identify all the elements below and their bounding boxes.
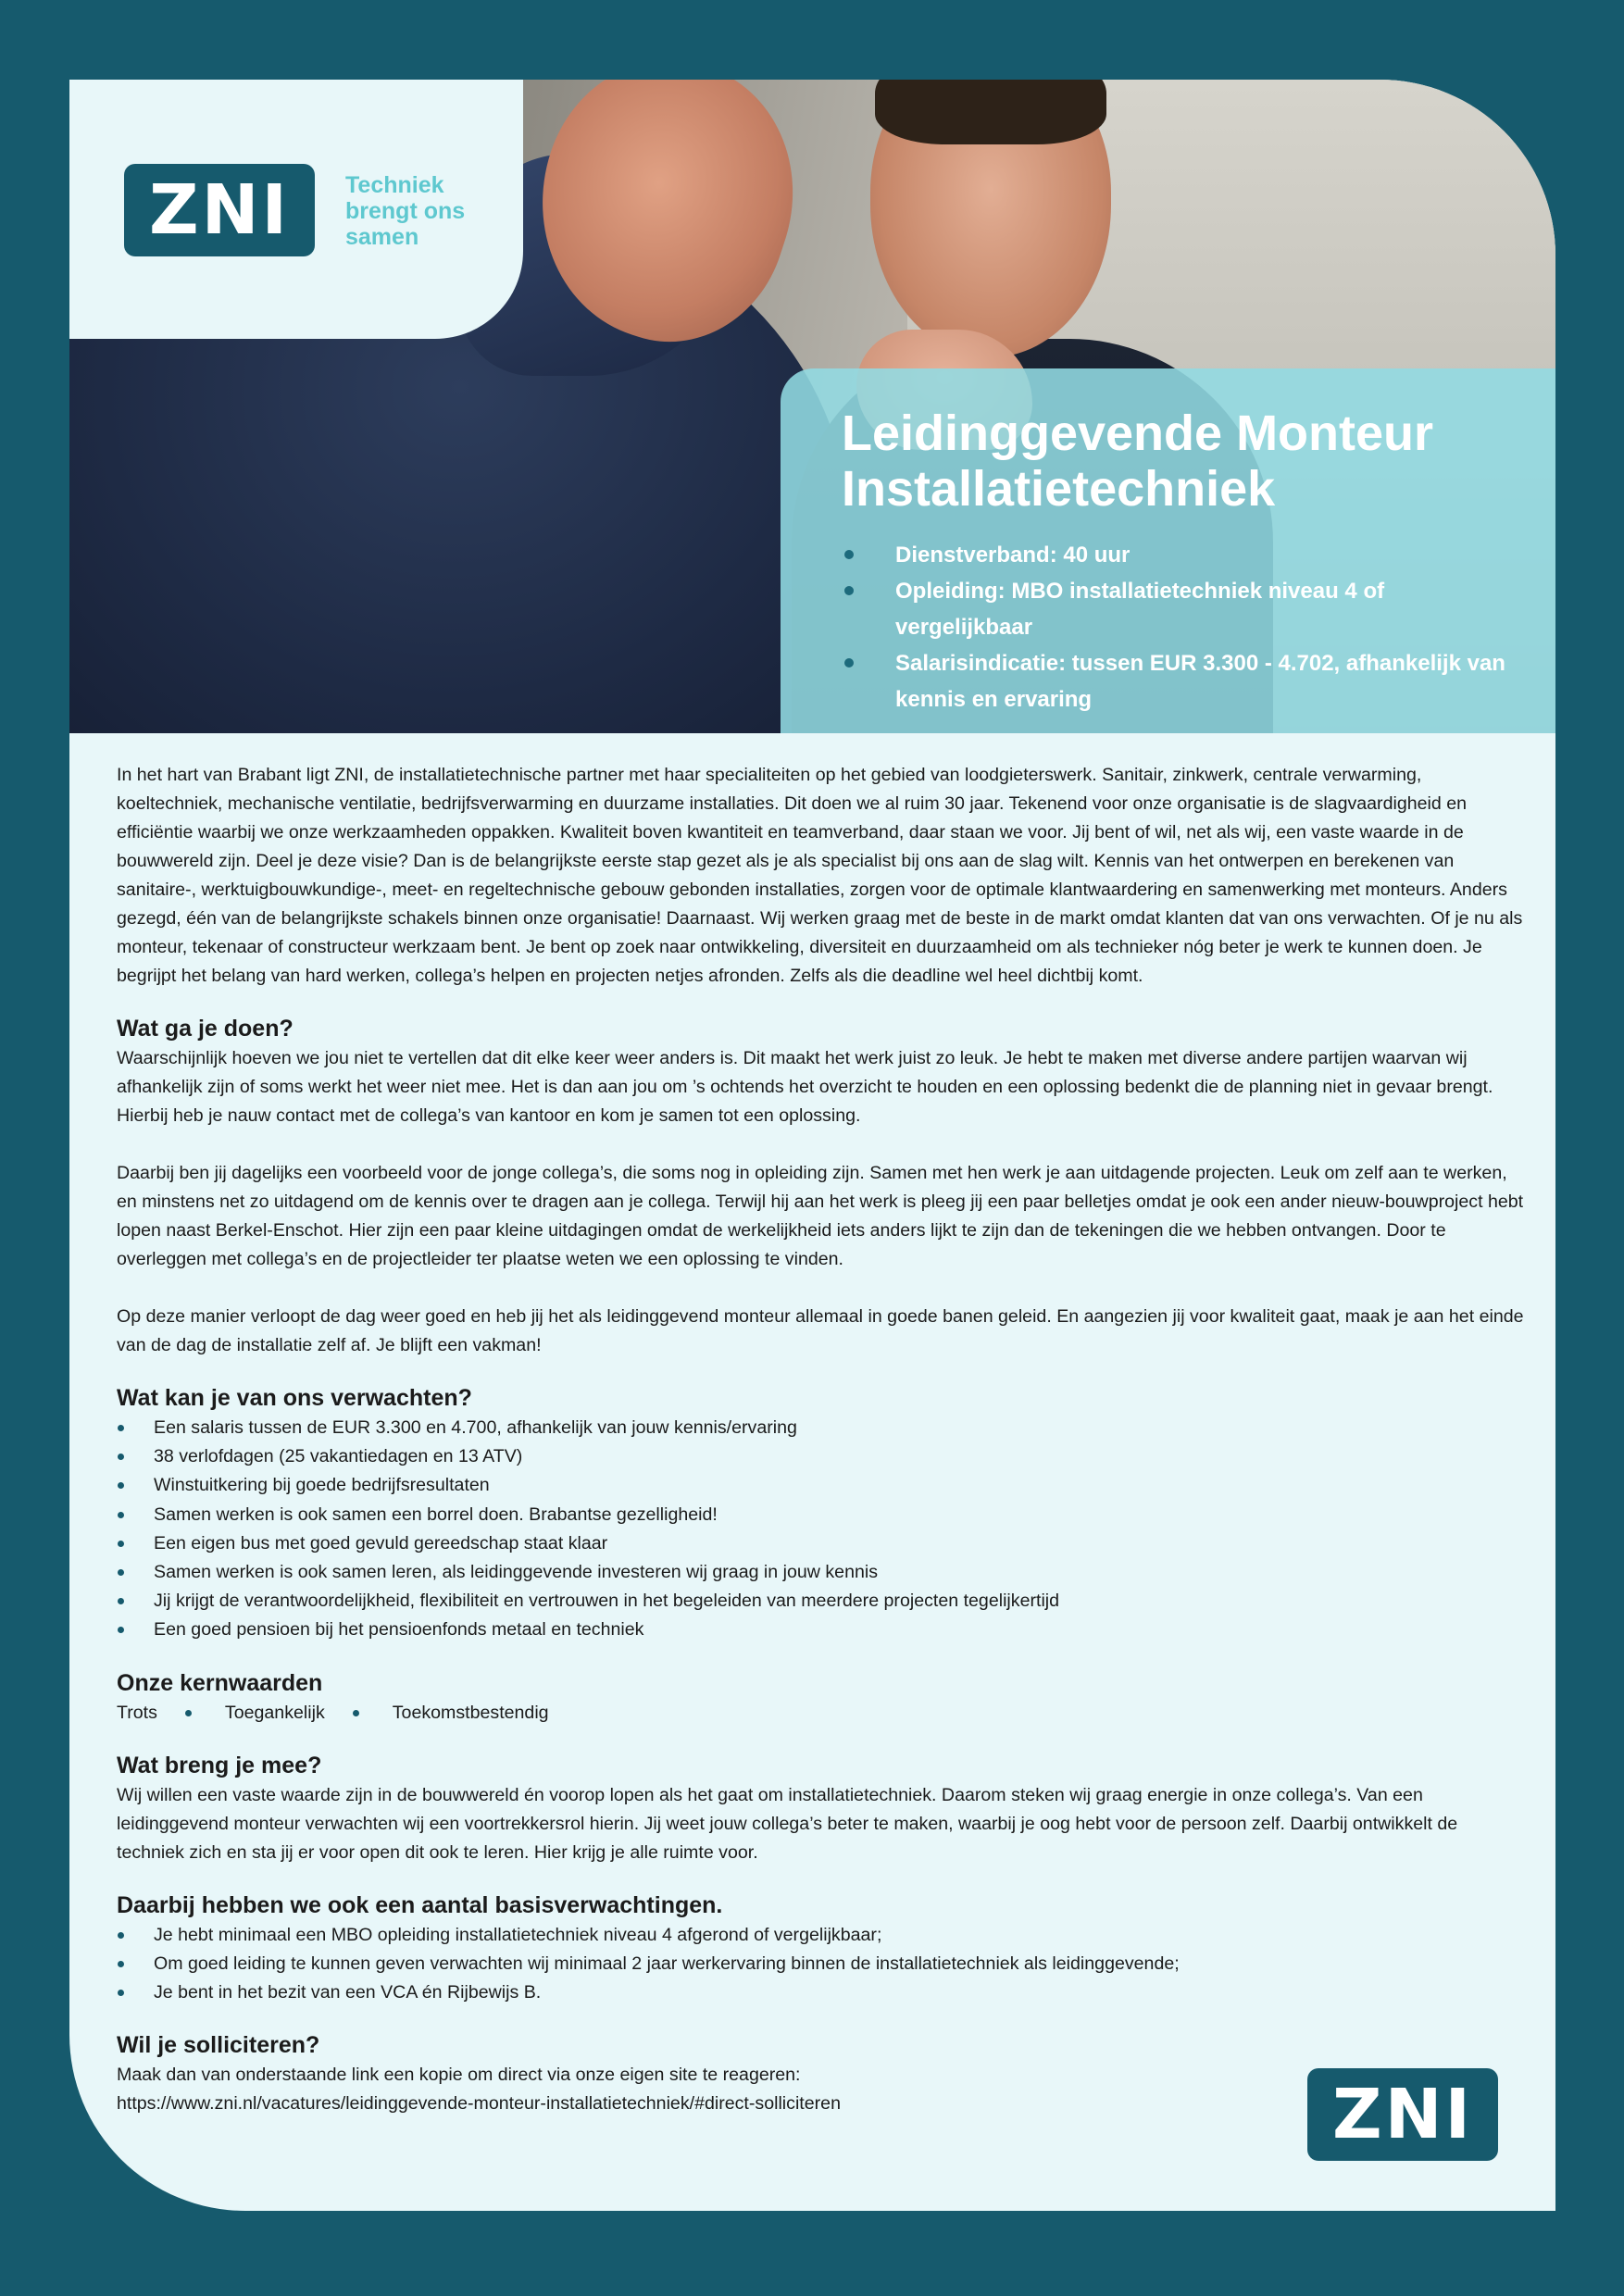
list-item: Jij krijgt de verantwoordelijkheid, flexibiliteit en vertrouwen in het begeleiden van meerdere projecten tegelijkertijd (117, 1587, 1524, 1616)
list-item: Je bent in het bezit van een VCA én Rijbewijs B. (117, 1978, 1524, 2007)
apply-heading: Wil je solliciteren? (117, 2032, 320, 2059)
bring-heading: Wat breng je mee? (117, 1752, 322, 1778)
section-bring (117, 1750, 1524, 1867)
value-item: Toegankelijk (224, 1702, 325, 1723)
doing-paragraph-3: Op deze manier verloopt de dag weer goed en heb jij het als leidinggevend monteur allemaal in goede banen geleid. En aangezien jij voor kwaliteit gaat, maak je aan het einde van de dag de installatie zelf af. Je blijft een vakman! (117, 1306, 1524, 1355)
list-item: Winstuitkering bij goede bedrijfsresultaten (117, 1471, 1524, 1500)
list-item: Een salaris tussen de EUR 3.300 en 4.700, afhankelijk van jouw kennis/ervaring (117, 1414, 1524, 1442)
fact-salary: Salarisindicatie: tussen EUR 3.300 - 4.702, afhankelijk van kennis en ervaring (842, 645, 1527, 718)
section-values (117, 1667, 1524, 1728)
values-heading: Onze kernwaarden (117, 1669, 323, 1696)
bring-paragraph: Wij willen een vaste waarde zijn in de bouwwereld én voorop lopen als het gaat om installatietechniek. Daarom steken wij graag energie in onze collega’s. Van een leidinggevend monteur verwachten wij een voortrekkersrol hierin. Jij weet jouw collega’s beter te maken, waarbij je oog hebt voor de persoon zelf. Daarbij ontwikkelt de techniek zich en sta jij er voor open dit ook te leren. Hier krijg je alle ruimte voor. (117, 1784, 1458, 1863)
zni-logo (124, 164, 315, 256)
photo-person-right-hair (875, 80, 1106, 144)
intro-paragraph: In het hart van Brabant ligt ZNI, de installatietechnische partner met haar specialiteiten op het gebied van loodgieterswerk. Sanitair, zinkwerk, centrale verwarming, koeltechniek, mechanische ventilatie, bedrijfsverwarming en duurzame installaties. Dit doen we al ruim 30 jaar. Tekenend voor onze organisatie is de slagvaardigheid en efficiëntie waarbij we onze werkzaamheden oppakken. Kwaliteit boven kwantiteit en teamverband, daar staan we voor. Jij bent of wil, net als wij, een vaste waarde in de bouwwereld zijn. Deel je deze visie? Dan is de belangrijkste eerste stap gezet als je als specialist bij ons aan de slag wilt. Kennis van het ontwerpen en berekenen van sanitaire-, werktuigbouwkundige-, meet- en regeltechnische gebouw gebonden installaties, zorgen voor de optimale klantwaardering en samenwerking met monteurs. Anders gezegd, één van de belangrijkste schakels binnen onze organisatie! Daarnaast. Wij werken graag met de beste in de markt omdat klanten dat van ons verwachten. Of je nu als monteur, tekenaar of constructeur werkzaam bent. Je bent op zoek naar ontwikkeling, diversiteit en duurzaamheid om als technieker nóg beter je werk te kunnen doen. Je begrijpt het belang van hard werken, collega’s helpen en projecten netjes afronden. Zelfs als die deadline wel heel dichtbij komt. (117, 765, 1523, 986)
doing-heading: Wat ga je doen? (117, 1016, 294, 1042)
list-item: Samen werken is ook samen leren, als leidinggevende investeren wij graag in jouw kennis (117, 1558, 1524, 1587)
requirements-list (117, 1921, 1524, 2008)
logo-panel (69, 80, 523, 339)
zni-logo-bottom (1307, 2068, 1498, 2161)
tagline: Techniek brengt ons samen (345, 172, 466, 250)
list-item: Je hebt minimaal een MBO opleiding installatietechniek niveau 4 afgerond of vergelijkbaar; (117, 1921, 1524, 1950)
bullet-dot (185, 1710, 192, 1716)
apply-link[interactable]: https://www.zni.nl/vacatures/leidinggevende-monteur-installatietechniek/#direct-solliciteren (117, 2093, 841, 2115)
section-requirements (117, 1890, 1524, 2008)
doing-paragraph-1: Waarschijnlijk hoeven we jou niet te vertellen dat dit elke keer weer anders is. Dit maakt het werk juist zo leuk. Je hebt te maken met diverse andere partijen waarvan wij afhankelijk zijn of soms werkt het weer niet mee. Het is dan aan jou om ’s ochtends het overzicht te houden en een oplossing bedenkt die de planning niet in gevaar brengt. Hierbij heb je nauw contact met de collega’s van kantoor en kom je samen tot een oplossing. (117, 1048, 1493, 1126)
zni-logo-text: ZNI (1331, 2075, 1474, 2154)
fact-employment: Dienstverband: 40 uur (842, 537, 1527, 573)
list-item: Een goed pensioen bij het pensioenfonds metaal en techniek (117, 1616, 1524, 1644)
section-offer (117, 1382, 1524, 1645)
list-item: Samen werken is ook samen een borrel doen. Brabantse gezelligheid! (117, 1501, 1524, 1529)
job-facts-list (842, 537, 1527, 718)
value-item: Toekomstbestendig (392, 1702, 549, 1723)
offer-heading: Wat kan je van ons verwachten? (117, 1385, 472, 1411)
apply-text: Maak dan van onderstaande link een kopie om direct via onze eigen site te reageren: (117, 2065, 801, 2086)
value-item: Trots (117, 1702, 157, 1723)
doing-paragraph-2: Daarbij ben jij dagelijks een voorbeeld voor de jonge collega’s, die soms nog in opleiding zijn. Samen met hen werk je aan uitdagende projecten. Leuk om zelf aan te werken, en minstens net zo uitdagend om de kennis over te dragen aan je collega. Terwijl hij aan het werk is pleeg jij een paar belletjes omdat je ook een ander nieuw-bouwproject hebt lopen naast Berkel-Enschot. Hier zijn een paar kleine uitdagingen omdat de werkelijkheid iets anders lijkt te zijn dan de tekeningen die we hebben ontvangen. Door te overleggen met collega’s en de projectleider ter plaatse weten we een oplossing te vinden. (117, 1163, 1524, 1269)
section-doing (117, 1013, 1524, 1360)
list-item: Om goed leiding te kunnen geven verwachten wij minimaal 2 jaar werkervaring binnen de installatietechniek als leidinggevende; (117, 1950, 1524, 1978)
job-title: Leidinggevende Monteur Installatietechniek (842, 406, 1434, 517)
list-item: 38 verlofdagen (25 vakantiedagen en 13 ATV) (117, 1442, 1524, 1471)
requirements-heading: Daarbij hebben we ook een aantal basisverwachtingen. (117, 1891, 723, 1918)
flyer-page (69, 80, 1555, 2211)
body-content (117, 761, 1524, 2118)
values-row (117, 1699, 1524, 1728)
zni-logo-text: ZNI (148, 170, 291, 250)
list-item: Een eigen bus met goed gevuld gereedschap staat klaar (117, 1529, 1524, 1558)
bullet-dot (353, 1710, 359, 1716)
offer-list (117, 1414, 1524, 1645)
fact-education: Opleiding: MBO installatietechniek niveau 4 of vergelijkbaar (842, 573, 1527, 645)
title-panel (781, 368, 1555, 733)
